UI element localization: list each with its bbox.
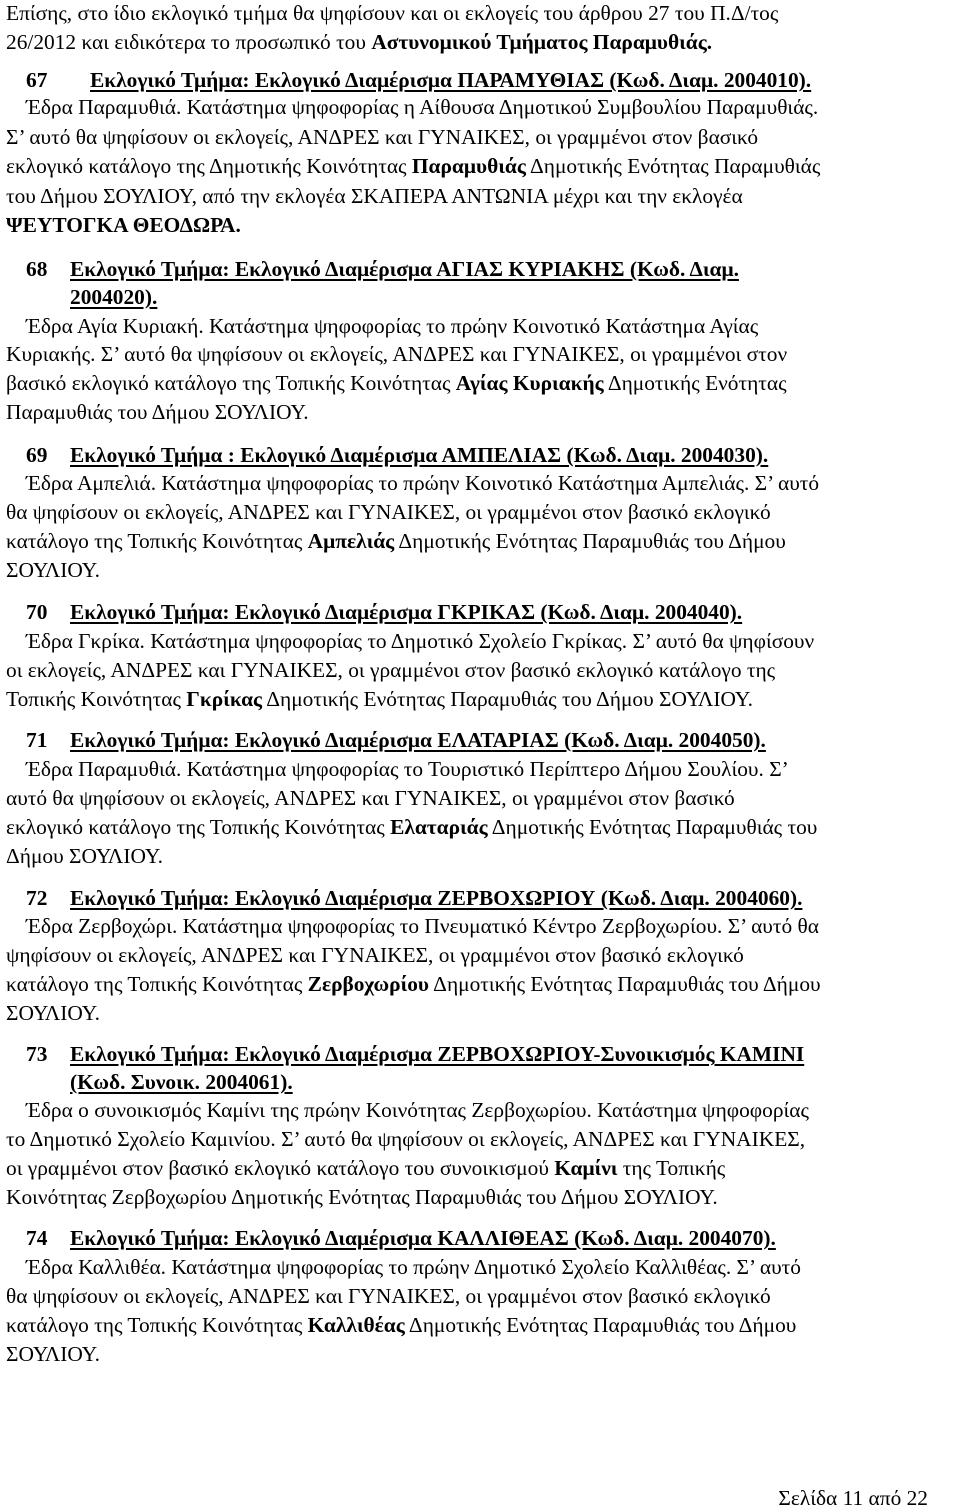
section-line [6,1341,100,1367]
section-line [6,814,817,840]
text: της Τοπικής [617,1156,726,1180]
text: κατάλογο της Τοπικής Κοινότητας [6,529,308,553]
text: 26/2012 και ειδικότερα το προσωπικό του [6,30,372,54]
section-number: 70 [26,600,48,624]
community-name: Καλλιθέας [307,1313,405,1337]
section-line [26,913,819,939]
section-line [6,1283,771,1309]
section-number: 71 [26,728,48,752]
community-name: Γκρίκας [186,687,263,711]
section-line [26,756,789,782]
section-line [26,1097,809,1123]
text: Δημοτικής Ενότητας Παραμυθιάς του Δήμου [429,972,821,996]
section-line [6,399,309,425]
text: ΣΟΥΛΙΟΥ. [6,558,100,582]
text: Έδρα Καλλιθέα. Κατάστημα ψηφοφορίας το πρώην Δημοτικό Σχολείο Καλλιθέας. Σ’ αυτό [26,1255,801,1279]
section-heading-71 [26,727,766,753]
text: του Δήμου ΣΟΥΛΙΟΥ, από την εκλογέα ΣΚΑΠΕΡΑ ΑΝΤΩΝΙΑ μέχρι και την εκλογέα [6,184,743,208]
text: εκλογικό κατάλογο της Δημοτικής Κοινότητας [6,154,412,178]
text: Δημοτικής Ενότητας Παραμυθιάς του Δήμου ΣΟΥΛΙΟΥ. [262,687,753,711]
community-name: Ελαταριάς [390,815,488,839]
text: Δημοτικής Ενότητας Παραμυθιάς [525,154,821,178]
text: θα ψηφίσουν οι εκλογείς, ΑΝΔΡΕΣ και ΓΥΝΑΙΚΕΣ, οι γραμμένοι στον βασικό εκλογικό [6,500,771,524]
section-line [6,1000,100,1026]
section-heading-67 [26,67,811,93]
text: ΣΟΥΛΙΟΥ. [6,1342,100,1366]
text: ΣΟΥΛΙΟΥ. [6,1001,100,1025]
section-title: Εκλογικό Τμήμα: Εκλογικό Διαμέρισμα ΠΑΡΑΜΥΘΙΑΣ (Κωδ. Διαμ. 2004010). [90,68,812,92]
intro-line [6,29,712,55]
section-heading-70 [26,599,742,625]
section-line [6,557,100,583]
section-heading-73-cont [70,1069,293,1095]
page-number [778,1485,928,1511]
text: ΨΕΥΤΟΓΚΑ ΘΕΟΔΩΡΑ. [6,213,241,237]
text: Έδρα Ζερβοχώρι. Κατάστημα ψηφοφορίας το Πνευματικό Κέντρο Ζερβοχωρίου. Σ’ αυτό θα [26,914,819,938]
police-department-name: Αστυνομικού Τμήματος Παραμυθιάς [371,30,707,54]
section-number: 73 [26,1042,48,1066]
section-number: 72 [26,886,48,910]
section-heading-74 [26,1225,776,1251]
section-line [6,1312,796,1338]
intro-line [6,0,778,26]
text: βασικό εκλογικό κατάλογο της Τοπικής Κοινότητας [6,371,456,395]
community-name: Αμπελιάς [307,529,395,553]
text: οι γραμμένοι στον βασικό εκλογικό κατάλογο του συνοικισμού [6,1156,555,1180]
community-name: Ζερβοχωρίου [307,972,430,996]
section-title: Εκλογικό Τμήμα : Εκλογικό Διαμέρισμα ΑΜΠΕΛΙΑΣ (Κωδ. Διαμ. 2004030). [70,443,769,467]
text: κατάλογο της Τοπικής Κοινότητας [6,972,308,996]
section-line [6,657,775,683]
text: Έδρα Αγία Κυριακή. Κατάστημα ψηφοφορίας το πρώην Κοινοτικό Κατάστημα Αγίας [26,314,759,338]
section-line [26,628,814,654]
section-line [26,1254,801,1280]
section-title: Εκλογικό Τμήμα: Εκλογικό Διαμέρισμα ΑΓΙΑΣ ΚΥΡΙΑΚΗΣ (Κωδ. Διαμ. [70,257,739,281]
settlement-name: Καμίνι [554,1156,618,1180]
section-heading-73 [26,1041,804,1067]
section-line [6,341,787,367]
text: θα ψηφίσουν οι εκλογείς, ΑΝΔΡΕΣ και ΓΥΝΑΙΚΕΣ, οι γραμμένοι στον βασικό εκλογικό [6,1284,771,1308]
text: Κοινότητας Ζερβοχωρίου Δημοτικής Ενότητας Παραμυθιάς του Δήμου ΣΟΥΛΙΟΥ. [6,1185,718,1209]
section-title-cont: (Κωδ. Συνοικ. 2004061). [70,1070,293,1094]
section-title: Εκλογικό Τμήμα: Εκλογικό Διαμέρισμα ΕΛΑΤΑΡΙΑΣ (Κωδ. Διαμ. 2004050). [70,728,766,752]
text: Δημοτικής Ενότητας Παραμυθιάς του [487,815,818,839]
section-heading-72 [26,885,802,911]
section-line [6,1126,805,1152]
section-number: 68 [26,257,48,281]
section-line [6,212,241,238]
section-line [26,94,818,120]
text: Έδρα Γκρίκα. Κατάστημα ψηφοφορίας το Δημοτικό Σχολείο Γκρίκας. Σ’ αυτό θα ψηφίσουν [26,629,815,653]
section-title: Εκλογικό Τμήμα: Εκλογικό Διαμέρισμα ΖΕΡΒΟΧΩΡΙΟΥ-Συνοικισμός ΚΑΜΙΝΙ [70,1042,805,1066]
text: ψηφίσουν οι εκλογείς, ΑΝΔΡΕΣ και ΓΥΝΑΙΚΕΣ, οι γραμμένοι στον βασικό εκλογικό [6,943,744,967]
section-line [6,370,787,396]
text: Επίσης, στο ίδιο εκλογικό τμήμα θα ψηφίσουν και οι εκλογείς του άρθρου 27 του Π.Δ/τος [6,1,779,25]
text: Δημοτικής Ενότητας Παραμυθιάς του Δήμου [404,1313,797,1337]
text: οι εκλογείς, ΑΝΔΡΕΣ και ΓΥΝΑΙΚΕΣ, οι γραμμένοι στον βασικό εκλογικό κατάλογο της [6,658,776,682]
section-line [6,528,786,554]
section-line [6,1184,718,1210]
text: Έδρα Παραμυθιά. Κατάστημα ψηφοφορίας η Αίθουσα Δημοτικού Συμβουλίου Παραμυθιάς. [26,95,819,119]
section-line [6,971,821,997]
section-title: Εκλογικό Τμήμα: Εκλογικό Διαμέρισμα ΖΕΡΒΟΧΩΡΙΟΥ (Κωδ. Διαμ. 2004060). [70,886,803,910]
section-line [26,470,819,496]
section-line [6,785,735,811]
text: Κυριακής. Σ’ αυτό θα ψηφίσουν οι εκλογείς, ΑΝΔΡΕΣ και ΓΥΝΑΙΚΕΣ, οι γραμμένοι στον [6,342,788,366]
section-title-cont: 2004020). [70,285,158,309]
text: Έδρα Παραμυθιά. Κατάστημα ψηφοφορίας το Τουριστικό Περίπτερο Δήμου Σουλίου. Σ’ [26,757,789,781]
section-line [6,942,744,968]
text: Σ’ αυτό θα ψηφίσουν οι εκλογείς, ΑΝΔΡΕΣ και ΓΥΝΑΙΚΕΣ, οι γραμμένοι στον βασικό [6,125,759,149]
section-line [6,183,743,209]
section-heading-69 [26,442,768,468]
section-number: 67 [26,68,48,92]
section-number: 74 [26,1226,48,1250]
section-line [6,686,753,712]
text: . [706,30,713,54]
section-heading-68-cont [70,284,157,310]
section-line [6,153,820,179]
text: κατάλογο της Τοπικής Κοινότητας [6,1313,308,1337]
text: το Δημοτικό Σχολείο Καμινίου. Σ’ αυτό θα ψηφίσουν οι εκλογείς, ΑΝΔΡΕΣ και ΓΥΝΑΙΚΕΣ, [6,1127,806,1151]
section-heading-68 [26,256,739,282]
section-line [6,124,758,150]
text: αυτό θα ψηφίσουν οι εκλογείς, ΑΝΔΡΕΣ και ΓΥΝΑΙΚΕΣ, οι γραμμένοι στον βασικό [6,786,735,810]
section-line [6,499,771,525]
text: Δημοτικής Ενότητας Παραμυθιάς του Δήμου [394,529,786,553]
section-title: Εκλογικό Τμήμα: Εκλογικό Διαμέρισμα ΓΚΡΙΚΑΣ (Κωδ. Διαμ. 2004040). [70,600,743,624]
text: Έδρα Αμπελιά. Κατάστημα ψηφοφορίας το πρώην Κοινοτικό Κατάστημα Αμπελιάς. Σ’ αυτό [26,471,820,495]
section-title: Εκλογικό Τμήμα: Εκλογικό Διαμέρισμα ΚΑΛΛΙΘΕΑΣ (Κωδ. Διαμ. 2004070). [70,1226,776,1250]
community-name: Παραμυθιάς [411,154,526,178]
text: Παραμυθιάς του Δήμου ΣΟΥΛΙΟΥ. [6,400,309,424]
section-line [6,1155,725,1181]
page-number-text: Σελίδα 11 από 22 [778,1486,928,1510]
community-name: Αγίας Κυριακής [455,371,604,395]
text: Έδρα ο συνοικισμός Καμίνι της πρώην Κοινότητας Ζερβοχωρίου. Κατάστημα ψηφοφορίας [26,1098,809,1122]
text: εκλογικό κατάλογο της Τοπικής Κοινότητας [6,815,391,839]
text: Δημοτικής Ενότητας [603,371,787,395]
section-line [26,313,758,339]
section-number: 69 [26,443,48,467]
text: Τοπικής Κοινότητας [6,687,187,711]
text: Δήμου ΣΟΥΛΙΟΥ. [6,844,163,868]
section-line [6,843,163,869]
